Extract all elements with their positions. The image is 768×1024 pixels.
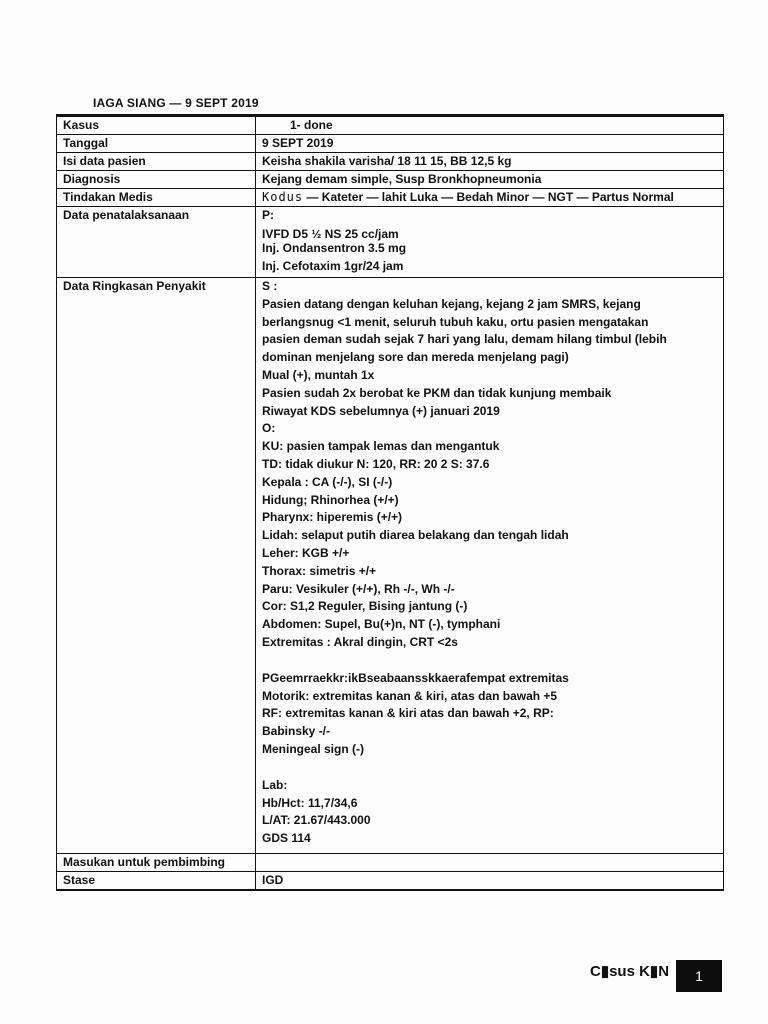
soap-line: Hb/Hct: 11,7/34,6 bbox=[262, 795, 358, 810]
value-kasus: 1- done bbox=[256, 116, 724, 135]
soap-line: Motorik: extremitas kanan & kiri, atas dan bawah +5 bbox=[262, 688, 558, 703]
value-isi-data: Keisha shakila varisha/ 18 11 15, BB 12,5 kg bbox=[256, 153, 724, 171]
page-number: 1 bbox=[676, 960, 722, 992]
label-masukan: Masukan untuk pembimbing bbox=[57, 853, 256, 871]
case-form-table bbox=[56, 114, 724, 891]
row-isi-data bbox=[57, 153, 724, 171]
soap-line: TD: tidak diukur N: 120, RR: 20 2 S: 37.6 bbox=[262, 456, 490, 471]
row-tindakan bbox=[57, 189, 724, 207]
soap-line: pasien deman sudah sejak 7 hari yang lalu, demam hilang timbul (lebih bbox=[262, 332, 667, 347]
spacer bbox=[262, 652, 717, 670]
soap-line: Babinsky -/- bbox=[262, 724, 331, 739]
tindakan-code: Kodus bbox=[262, 190, 304, 204]
soap-line: KU: pasien tampak lemas dan mengantuk bbox=[262, 439, 500, 454]
plan-line: Inj. Ondansentron 3.5 mg bbox=[262, 241, 407, 255]
soap-line: Riwayat KDS sebelumnya (+) januari 2019 bbox=[262, 403, 500, 418]
soap-line: Lidah: selaput putih diarea belakang dan tengah lidah bbox=[262, 528, 569, 543]
label-stase: Stase bbox=[57, 871, 256, 890]
soap-line: S : bbox=[262, 279, 278, 293]
soap-block-subjective-objective bbox=[262, 278, 717, 652]
label-tindakan: Tindakan Medis bbox=[57, 189, 256, 207]
soap-line: O: bbox=[262, 421, 276, 436]
page-heading: IAGA SIANG — 9 SEPT 2019 bbox=[93, 96, 259, 110]
soap-line: Pharynx: hiperemis (+/+) bbox=[262, 510, 403, 525]
soap-line: Lab: bbox=[262, 777, 288, 792]
soap-block-lab bbox=[262, 777, 717, 848]
value-diagnosis: Kejang demam simple, Susp Bronkhopneumonia bbox=[256, 171, 724, 189]
soap-line: PGeemrraekkr:ikBseabaansskkaerafempat extremitas bbox=[262, 670, 569, 685]
soap-line: Paru: Vesikuler (+/+), Rh -/-, Wh -/- bbox=[262, 581, 455, 596]
label-diagnosis: Diagnosis bbox=[57, 171, 256, 189]
label-penatalaksanaan: Data penatalaksanaan bbox=[57, 207, 256, 278]
footer-label: C▮sus K▮N bbox=[590, 963, 670, 980]
value-masukan bbox=[256, 853, 724, 871]
soap-line: dominan menjelang sore dan mereda menjelang pagi) bbox=[262, 350, 569, 365]
row-diagnosis bbox=[57, 171, 724, 189]
label-tanggal: Tanggal bbox=[57, 135, 256, 153]
tindakan-list: — Kateter — lahit Luka — Bedah Minor — NGT — Partus Normal bbox=[303, 190, 674, 204]
soap-line: Thorax: simetris +/+ bbox=[262, 563, 377, 578]
soap-line: Hidung; Rhinorhea (+/+) bbox=[262, 492, 399, 507]
row-ringkasan bbox=[57, 278, 724, 854]
soap-line: Pasien sudah 2x berobat ke PKM dan tidak kunjung membaik bbox=[262, 385, 612, 400]
value-ringkasan bbox=[256, 278, 724, 854]
row-kasus bbox=[57, 116, 724, 135]
plan-line: Inj. Cefotaxim 1gr/24 jam bbox=[262, 259, 404, 273]
soap-line: berlangsnug <1 menit, seluruh tubuh kaku, ortu pasien mengatakan bbox=[262, 314, 649, 329]
soap-line: Leher: KGB +/+ bbox=[262, 545, 350, 560]
plan-line: IVFD D5 ½ NS 25 cc/jam bbox=[262, 227, 399, 241]
label-ringkasan: Data Ringkasan Penyakit bbox=[57, 278, 256, 854]
label-isi-data: Isi data pasien bbox=[57, 153, 256, 171]
label-kasus: Kasus bbox=[57, 116, 256, 135]
soap-line: Extremitas : Akral dingin, CRT <2s bbox=[262, 634, 458, 649]
soap-line: Mual (+), muntah 1x bbox=[262, 367, 375, 382]
row-penatalaksanaan bbox=[57, 207, 724, 278]
spacer bbox=[262, 759, 717, 777]
soap-line: RF: extremitas kanan & kiri atas dan bawah +2, RP: bbox=[262, 706, 554, 721]
value-penatalaksanaan bbox=[256, 207, 724, 278]
plan-line: P: bbox=[262, 208, 274, 222]
soap-line: Cor: S1,2 Reguler, Bising jantung (-) bbox=[262, 599, 468, 614]
soap-line: Kepala : CA (-/-), SI (-/-) bbox=[262, 474, 393, 489]
value-tindakan bbox=[256, 189, 724, 207]
soap-line: Pasien datang dengan keluhan kejang, kejang 2 jam SMRS, kejang bbox=[262, 296, 641, 311]
soap-line: Abdomen: Supel, Bu(+)n, NT (-), tymphani bbox=[262, 617, 501, 632]
row-masukan bbox=[57, 853, 724, 871]
value-tanggal: 9 SEPT 2019 bbox=[256, 135, 724, 153]
value-stase: IGD bbox=[256, 871, 724, 890]
soap-line: GDS 114 bbox=[262, 831, 311, 846]
soap-line: L/AT: 21.67/443.000 bbox=[262, 813, 371, 828]
soap-line: Meningeal sign (-) bbox=[262, 741, 364, 756]
row-stase bbox=[57, 871, 724, 890]
soap-block-neuro bbox=[262, 670, 717, 759]
row-tanggal bbox=[57, 135, 724, 153]
